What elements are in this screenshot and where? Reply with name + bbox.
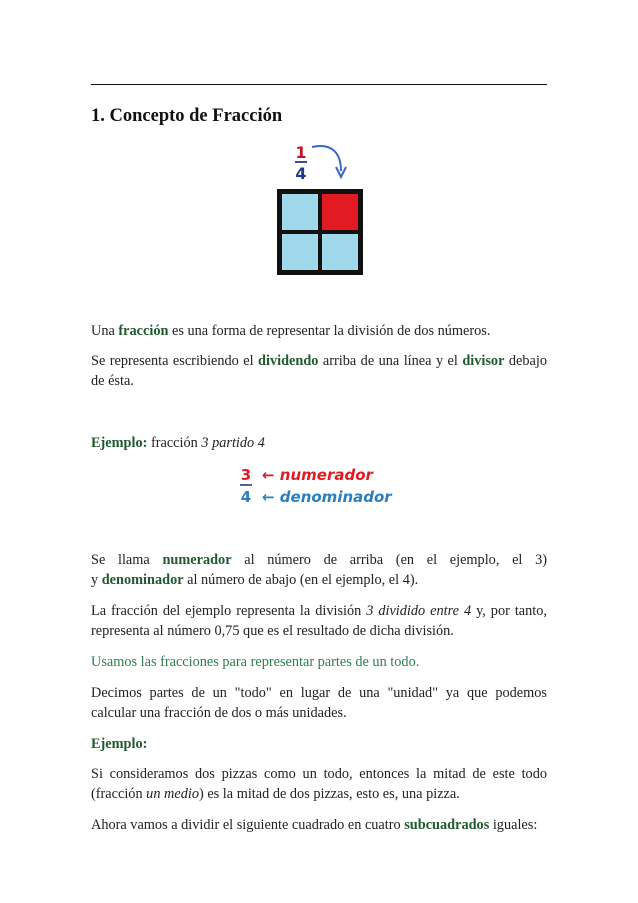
- paragraph-parts: Usamos las fracciones para representar partes de un todo.: [91, 654, 420, 670]
- paragraph-todo-cont: calcular una fracción de dos o más unidades.: [91, 705, 347, 721]
- quarter-bottom-left: [282, 234, 318, 270]
- paragraph-pizzas-cont: (fracción un medio) es la mitad de dos pizzas, esto es, una pizza.: [91, 786, 460, 802]
- paragraph-representation-cont: de ésta.: [91, 373, 134, 389]
- example-numerator: 3: [240, 466, 252, 484]
- figure-numerator: 1: [295, 143, 307, 162]
- example-heading-2: Ejemplo:: [91, 736, 148, 752]
- figure-denominator: 4: [295, 164, 307, 183]
- fraction-square-figure: [275, 141, 365, 276]
- top-rule: [91, 84, 547, 85]
- example-heading-1: Ejemplo: fracción 3 partido 4: [91, 435, 265, 451]
- quarter-top-left: [282, 194, 318, 230]
- paragraph-numerator-cont: y denominador al número de abajo (en el ejemplo, el 4).: [91, 572, 419, 588]
- paragraph-division: La fracción del ejemplo representa la división 3 dividido entre 4 y, por tanto,: [91, 603, 547, 619]
- numerator-label: ← numerador: [262, 466, 373, 484]
- paragraph-representation: Se representa escribiendo el dividendo arriba de una línea y el divisor debajo: [91, 353, 547, 369]
- example-denominator: 4: [240, 488, 252, 506]
- denominator-label: ← denominador: [262, 488, 392, 506]
- paragraph-todo: Decimos partes de un "todo" en lugar de una "unidad" ya que podemos: [91, 685, 547, 701]
- paragraph-pizzas: Si consideramos dos pizzas como un todo, entonces la mitad de este todo: [91, 766, 547, 782]
- paragraph-subsquares: Ahora vamos a dividir el siguiente cuadrado en cuatro subcuadrados iguales:: [91, 817, 538, 833]
- numerator-denominator-figure: [236, 464, 406, 508]
- quarter-bottom-right: [322, 234, 358, 270]
- paragraph-numerator: Se llama numerador al número de arriba (en el ejemplo, el 3): [91, 552, 547, 568]
- paragraph-definition: Una fracción es una forma de representar la división de dos números.: [91, 323, 491, 339]
- paragraph-division-cont: representa al número 0,75 que es el resultado de dicha división.: [91, 623, 454, 639]
- quarter-top-right-shaded: [322, 194, 358, 230]
- section-title: 1. Concepto de Fracción: [91, 106, 283, 126]
